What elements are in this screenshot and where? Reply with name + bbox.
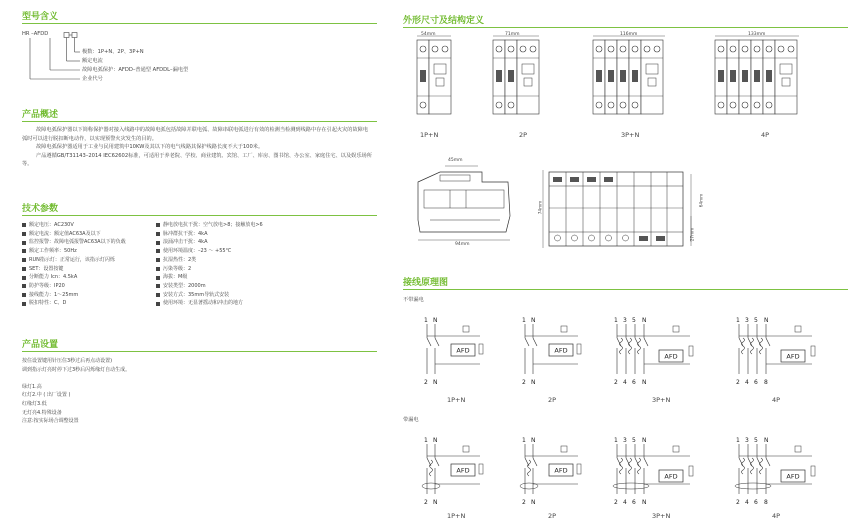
svg-text:1: 1 xyxy=(424,317,428,324)
overview-rule xyxy=(22,121,377,122)
model-legend-type: 故障电弧保护：AFDD–普通型 AFDDL–漏电型 xyxy=(82,67,189,73)
wiring-rule xyxy=(403,289,848,290)
wiring-group2-label: 带漏电 xyxy=(403,417,419,423)
spec-item: 脉冲群抗干扰：4kA xyxy=(156,230,263,239)
overview-title: 产品概述 xyxy=(22,110,59,120)
wiring-label-3pn: 3P+N xyxy=(652,396,671,404)
breaker-front-assembly xyxy=(533,166,703,250)
svg-text:N: N xyxy=(764,437,769,444)
model-title: 型号含义 xyxy=(22,12,59,22)
model-legend-current: 额定电流 xyxy=(82,58,103,64)
svg-text:2: 2 xyxy=(424,379,428,386)
breaker-4p xyxy=(715,36,799,114)
svg-text:5: 5 xyxy=(632,317,636,324)
front-dim-74: 74mm xyxy=(537,200,543,215)
spec-item: 抗湿热性：2类 xyxy=(156,256,263,265)
svg-text:N: N xyxy=(531,379,536,386)
settings-line: 调到指示灯亮时停下过3秒后闪烁缘灯自动生成。 xyxy=(22,366,131,373)
spec-item: 静电放电抗干扰：空气放电>8；接触放电>6 xyxy=(156,221,263,230)
front-label-3pn: 3P+N xyxy=(621,131,640,139)
wiring-leak-label-1pn: 1P+N xyxy=(447,512,466,520)
svg-text:4: 4 xyxy=(745,499,749,506)
overview-para-2: 故障电弧保护器适用于工业与民用建筑中10KW及其以下的电气线路其保护线路长度不大于100米。 xyxy=(36,144,264,151)
settings-line: 注意:按实际场合调整设置 xyxy=(22,418,79,425)
overview-para-1: 故障电弧保护器以下简称保护器对接入线路中的故障电弧包括故障并联电弧、故障串联电弧进行有效的检测当检测到线路中存在引起火灾的故障电弧时可以进行脱扣断电动作，以实现预警火灾发生的目的。 xyxy=(22,127,369,142)
spec-item: 防护等级：IP20 xyxy=(22,282,126,291)
svg-text:6: 6 xyxy=(632,379,636,386)
wiring-leak-label-3pn: 3P+N xyxy=(652,512,671,520)
svg-text:2: 2 xyxy=(424,499,428,506)
wiring-leak-1pn xyxy=(422,437,483,506)
spec-item: 浪涌冲击干扰：4kA xyxy=(156,238,263,247)
front-label-4p: 4P xyxy=(761,131,770,139)
svg-text:1: 1 xyxy=(522,317,526,324)
wiring-diagrams: AFD 1 N 2 N 1 N 2 N 1 3 5 N 2 4 6 N 1 3 5 N 2 4 6 8 1 N 2 N 1 N 2 N 1 3 5 N 2 4 6 N 1 3 5 N 2 4 6 8 xyxy=(403,308,848,523)
svg-text:N: N xyxy=(642,317,647,324)
settings-title: 产品设置 xyxy=(22,340,59,350)
svg-text:4: 4 xyxy=(623,499,627,506)
spec-item: 监控报警：故障电弧报警AC63A以下的负载 xyxy=(22,238,126,247)
settings-line: 无灯亮4.特殊设备 xyxy=(22,409,62,416)
svg-text:3: 3 xyxy=(623,437,627,444)
svg-text:N: N xyxy=(642,379,647,386)
wiring-leak-3pn xyxy=(613,437,693,506)
width-label-4p: 133mm xyxy=(748,32,766,37)
spec-item: 额定电流：额定值AC63A及以下 xyxy=(22,230,126,239)
svg-text:2: 2 xyxy=(614,499,618,506)
spec-item: SET：设置按键 xyxy=(22,265,126,274)
width-label-1pn: 54mm xyxy=(421,32,436,37)
spec-item: 污染等级：2 xyxy=(156,265,263,274)
specs-rule xyxy=(22,215,377,216)
model-legend-poles: 极数：1P+N、2P、3P+N xyxy=(82,49,144,55)
spec-item: RUN指示灯：正常运行，该指示灯闪烁 xyxy=(22,256,126,265)
wiring-label-2p: 2P xyxy=(548,396,557,404)
svg-text:3: 3 xyxy=(745,317,749,324)
svg-text:2: 2 xyxy=(614,379,618,386)
wiring-title: 接线原理图 xyxy=(403,278,449,288)
spec-item: 安装类型：2000m xyxy=(156,282,263,291)
svg-text:N: N xyxy=(531,499,536,506)
breaker-side-view xyxy=(410,160,525,250)
front-label-2p: 2P xyxy=(519,131,528,139)
wiring-label-1pn: 1P+N xyxy=(447,396,466,404)
svg-text:4: 4 xyxy=(623,379,627,386)
svg-text:4: 4 xyxy=(745,379,749,386)
settings-line: 红灯2.中 ( 出厂设置 ) xyxy=(22,392,71,399)
svg-text:1: 1 xyxy=(736,317,740,324)
spec-item: 接线能力：1～25mm xyxy=(22,291,126,300)
svg-text:N: N xyxy=(433,437,438,444)
svg-text:8: 8 xyxy=(764,379,768,386)
settings-rule xyxy=(22,351,377,352)
svg-text:1: 1 xyxy=(614,317,618,324)
svg-text:N: N xyxy=(764,317,769,324)
spec-item: 额定工作频率：50Hz xyxy=(22,247,126,256)
breaker-3pn xyxy=(593,36,665,114)
dimensions-rule xyxy=(403,27,848,28)
breaker-1pn xyxy=(417,36,451,114)
svg-text:2: 2 xyxy=(522,499,526,506)
svg-text:6: 6 xyxy=(754,379,758,386)
svg-text:1: 1 xyxy=(736,437,740,444)
svg-text:N: N xyxy=(531,437,536,444)
specs-title: 技术参数 xyxy=(22,204,59,214)
svg-text:5: 5 xyxy=(754,317,758,324)
svg-text:3: 3 xyxy=(623,317,627,324)
svg-text:N: N xyxy=(642,499,647,506)
svg-text:5: 5 xyxy=(632,437,636,444)
settings-line xyxy=(22,374,130,383)
width-label-2p: 71mm xyxy=(505,32,520,37)
settings-line: 红缘灯3.低 xyxy=(22,400,47,407)
wiring-group1-label: 不带漏电 xyxy=(403,297,424,303)
model-legend-company: 企业代号 xyxy=(82,76,103,82)
specs-right-list xyxy=(156,221,263,308)
specs-left-list xyxy=(22,221,126,308)
settings-line: 绿灯1.高 xyxy=(22,383,42,390)
wiring-4p xyxy=(736,317,815,386)
svg-text:6: 6 xyxy=(754,499,758,506)
svg-text:2: 2 xyxy=(736,379,740,386)
spec-item: 安装方式：35mm导轨式安装 xyxy=(156,291,263,300)
model-rule xyxy=(22,23,377,24)
wiring-label-4p: 4P xyxy=(772,396,781,404)
spec-item: 额定电压：AC230V xyxy=(22,221,126,230)
svg-text:6: 6 xyxy=(632,499,636,506)
spec-item: 使用环境：无显著摇动和冲击的地方 xyxy=(156,299,263,308)
svg-text:N: N xyxy=(531,317,536,324)
wiring-2p xyxy=(522,317,581,386)
front-dim-64: 64mm xyxy=(698,193,704,208)
svg-text:2: 2 xyxy=(736,499,740,506)
overview-text xyxy=(22,126,372,169)
model-code-text: HR –AFDD xyxy=(22,31,49,37)
settings-text xyxy=(22,357,130,426)
spec-item: 分断能力 Icn：4.5kA xyxy=(22,273,126,282)
front-dim-27: 27mm xyxy=(689,227,695,242)
svg-text:N: N xyxy=(433,379,438,386)
svg-text:5: 5 xyxy=(754,437,758,444)
wiring-leak-label-4p: 4P xyxy=(772,512,781,520)
svg-text:N: N xyxy=(433,317,438,324)
svg-text:3: 3 xyxy=(745,437,749,444)
svg-text:1: 1 xyxy=(424,437,428,444)
settings-line: 按住设置键用针压住3秒过后再点动设置) xyxy=(22,358,113,364)
side-bottom-dim: 94mm xyxy=(455,242,470,247)
front-label-1pn: 1P+N xyxy=(420,131,439,139)
side-top-dim: 45mm xyxy=(448,158,463,163)
svg-text:N: N xyxy=(433,499,438,506)
spec-item: 海拔：M级 xyxy=(156,273,263,282)
svg-text:1: 1 xyxy=(522,437,526,444)
svg-text:8: 8 xyxy=(764,499,768,506)
overview-para-3: 产品遵循GB/T31143–2014 IEC62602标准，可适用于养老院、学校、商业建筑、宾馆、工厂、库房、图书馆、办公室、家庭住宅、以及娱乐场所等。 xyxy=(22,152,372,168)
breaker-front-views xyxy=(403,30,848,140)
svg-text:2: 2 xyxy=(522,379,526,386)
wiring-leak-2p xyxy=(520,437,581,506)
wiring-leak-label-2p: 2P xyxy=(548,512,557,520)
spec-item: 使用环境温度：–23 ～ +55℃ xyxy=(156,247,263,256)
dimensions-title: 外形尺寸及结构定义 xyxy=(403,16,485,26)
spec-item: 脱扣特性：C、D xyxy=(22,299,126,308)
svg-text:1: 1 xyxy=(614,437,618,444)
breaker-2p xyxy=(493,36,539,114)
width-label-3pn: 116mm xyxy=(620,32,638,37)
svg-text:N: N xyxy=(642,437,647,444)
wiring-1pn xyxy=(424,317,483,386)
wiring-3pn xyxy=(614,317,693,386)
wiring-leak-4p xyxy=(735,437,815,506)
